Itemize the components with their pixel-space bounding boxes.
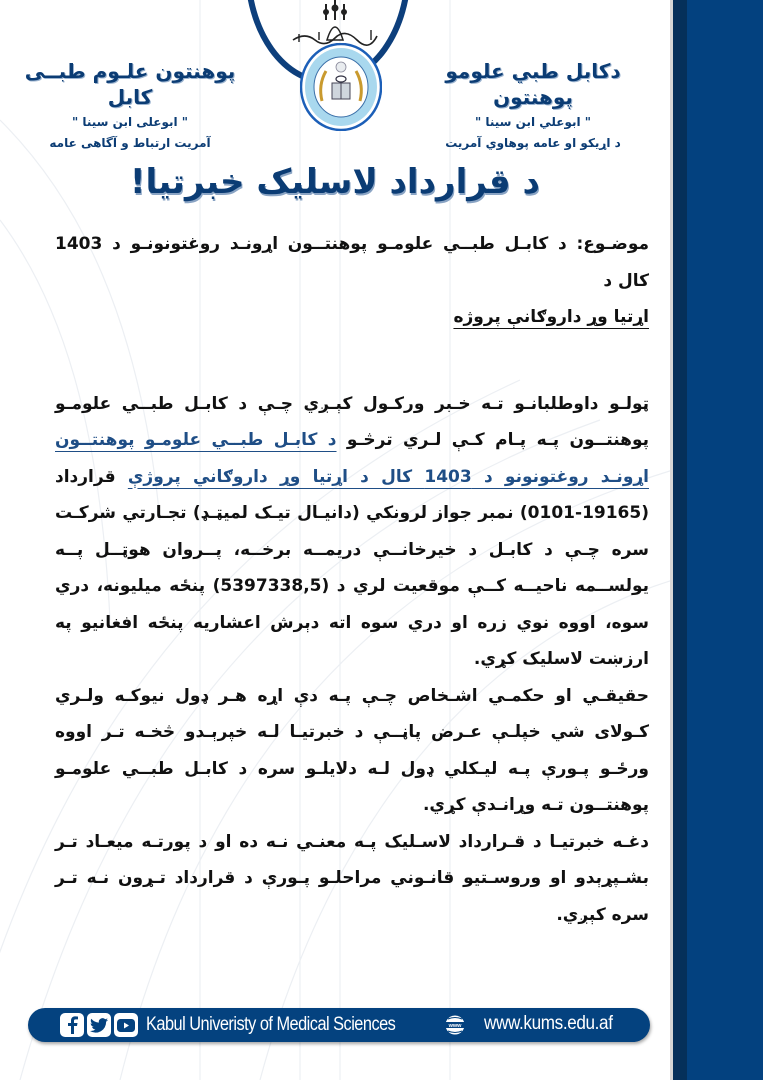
www-globe-icon (444, 1014, 466, 1036)
footer-university-name: Kabul Univeristy of Medical Sciences (146, 1014, 396, 1035)
document-body (55, 226, 649, 933)
header-pashto-subtitle: " ابوعلي ابن سينا " (474, 115, 592, 129)
facebook-icon[interactable] (60, 1013, 84, 1037)
footer-bar (28, 1008, 650, 1042)
project-name-link[interactable]: د کابـل طبــي علومـو پوهنتــون اړونـد روغتونونو د 1403 کال د اړتیا وړ داروګاني پروژې (55, 430, 649, 487)
paragraph-announcement (55, 386, 649, 678)
header-dari-block (10, 58, 250, 154)
basmala-calligraphy-icon (275, 0, 395, 48)
paragraph-objections: حقیقـي او حکمـي اشـخاص چـې پـه دې اړه هـر ډول نیوکـه ولـري کـولای شي خپلـې عـرض پاڼــې د خبرتیـا لـه خپرېـدو څخـه تـر اووه ورځـو پـورې پـه لیـکلي ډول لـه دلایلـو سره د کابـل طبــي علومـو پوهنتــون تـه وړانـدې کړي. (55, 685, 649, 815)
social-icons (60, 1013, 138, 1037)
subject-line-1: موضـوع: د کابـل طبــي علومـو پوهنتــون اړونـد روغتونونـو د 1403 کال د (55, 234, 649, 291)
paragraph-1-start: ټولـو داوطلبانـو تـه خـبر ورکـول کېـږي چـې د کابـل طبــي علومـو پوهنتــون پـه پـام کـې لـري ترڅـو (55, 393, 649, 450)
twitter-icon[interactable] (87, 1013, 111, 1037)
svg-text:www: www (448, 1023, 462, 1029)
header-dari-department: آمریت ارتباط و آگاهی عامه (49, 136, 211, 150)
header-pashto-department: د اړیکو او عامه پوهاوي آمریت (445, 136, 621, 150)
document-title: د قرارداد لاسلیک خبرتیا! (130, 162, 540, 202)
subject-line (55, 226, 649, 336)
university-seal-icon (300, 43, 382, 131)
header-pashto-title: دکابل طبي علومو پوهنتون (445, 59, 621, 109)
subject-line-2: اړتیا وړ داروګانې پروژه (453, 307, 649, 327)
youtube-icon[interactable] (114, 1013, 138, 1037)
header-dari-title: پوهنتون علـوم طبــی کابل (24, 59, 236, 109)
paragraph-disclaimer: دغـه خبرتیـا د قـرارداد لاسـلیک پـه معنـي نـه ده او د پورتـه میعـاد تـر بشـپړېدو او وروسـتیو قانـوني مراحلـو پـورې د قرارداد تـړون نـه تـر سره کېږي. (55, 831, 649, 925)
paragraph-1-end: قرارداد (19165-0101) نمبر جواز لرونکي (دانیـال تیـک لمیټـډ) تجـارتي شرکـت سره چـې د کابـل د خیرخانــې دریمــه برخــه، پــروان هوټــل پــه یولســمه ناحیــه کــې موقعیت لري د (5397338,5) پنځه میلیونه، دري سوه، اووه نوي زره او دري سوه اته دېرش اعشاریه پنځه افغانیو په ارزښت لاسلیک کړي. (55, 466, 649, 669)
right-sidebar-edge (673, 0, 687, 1080)
header-dari-subtitle: " ابوعلی ابن سینا " (71, 115, 189, 129)
header-pashto-block (408, 58, 658, 154)
paragraph-spacer (55, 336, 649, 386)
footer-website-link[interactable]: www.kums.edu.af (484, 1013, 613, 1034)
